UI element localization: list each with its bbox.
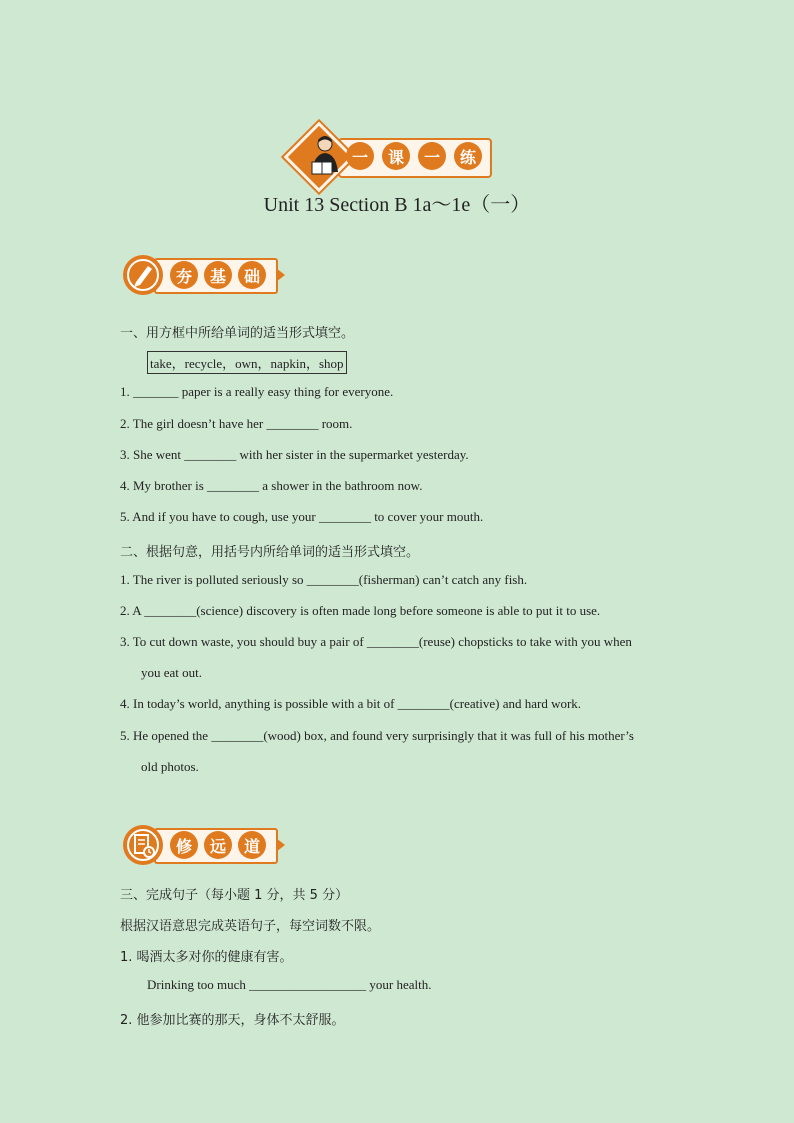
document-clock-icon	[122, 824, 164, 866]
section-title	[170, 261, 266, 289]
exercise-item: 4. In today’s world, anything is possible with a bit of ________(creative) and hard work.	[120, 696, 582, 711]
exercise-item: 1. _______ paper is a really easy thing for everyone.	[120, 384, 394, 399]
section-header-basics	[118, 250, 288, 300]
section-char: 道	[238, 831, 266, 859]
section-title	[170, 831, 266, 859]
section-char: 修	[170, 831, 198, 859]
page-title: Unit 13 Section B 1a～1e（一）	[263, 194, 531, 216]
exercise-item-continuation: old photos.	[141, 759, 199, 774]
pencil-icon	[122, 254, 164, 296]
lesson-banner	[290, 130, 500, 186]
exercise-item: 4. My brother is ________ a shower in the bathroom now.	[120, 478, 423, 493]
exercise-item: 5. And if you have to cough, use your ________ to cover your mouth.	[120, 509, 484, 524]
exercise-item: 3. To cut down waste, you should buy a pair of ________(reuse) chopsticks to take with you when	[120, 634, 632, 649]
part2-heading: 二、根据句意，用括号内所给单词的适当形式填空。	[120, 545, 420, 560]
exercise-item: 1. 喝酒太多对你的健康有害。	[120, 950, 293, 965]
section-char: 础	[238, 261, 266, 289]
part3-heading: 三、完成句子（每小题 1 分，共 5 分）	[120, 888, 349, 903]
banner-char: 课	[382, 142, 410, 170]
banner-char: 一	[346, 142, 374, 170]
exercise-item: 3. She went ________ with her sister in the supermarket yesterday.	[120, 447, 469, 462]
section-arrow	[276, 268, 285, 282]
student-reading-icon	[298, 132, 346, 184]
exercise-item: 2. A ________(science) discovery is often made long before someone is able to put it to use.	[120, 603, 601, 618]
exercise-item-continuation: you eat out.	[141, 665, 203, 680]
banner-char: 练	[454, 142, 482, 170]
exercise-item: 2. 他参加比赛的那天，身体不太舒服。	[120, 1013, 345, 1028]
section-char: 夯	[170, 261, 198, 289]
section-arrow	[276, 838, 285, 852]
part1-heading: 一、用方框中所给单词的适当形式填空。	[120, 326, 355, 341]
banner-char: 一	[418, 142, 446, 170]
banner-title	[346, 142, 482, 170]
part3-instruction: 根据汉语意思完成英语句子，每空词数不限。	[120, 919, 381, 934]
section-char: 基	[204, 261, 232, 289]
exercise-item: 1. The river is polluted seriously so ________(fisherman) can’t catch any fish.	[120, 572, 528, 587]
section-char: 远	[204, 831, 232, 859]
word-box: take，recycle，own，napkin，shop	[147, 351, 347, 374]
exercise-item: 2. The girl doesn’t have her ________ room.	[120, 416, 353, 431]
exercise-item: 5. He opened the ________(wood) box, and found very surprisingly that it was full of his mother’s	[120, 728, 634, 743]
section-header-advanced	[118, 820, 288, 870]
exercise-item: Drinking too much __________________ your health.	[147, 977, 432, 992]
